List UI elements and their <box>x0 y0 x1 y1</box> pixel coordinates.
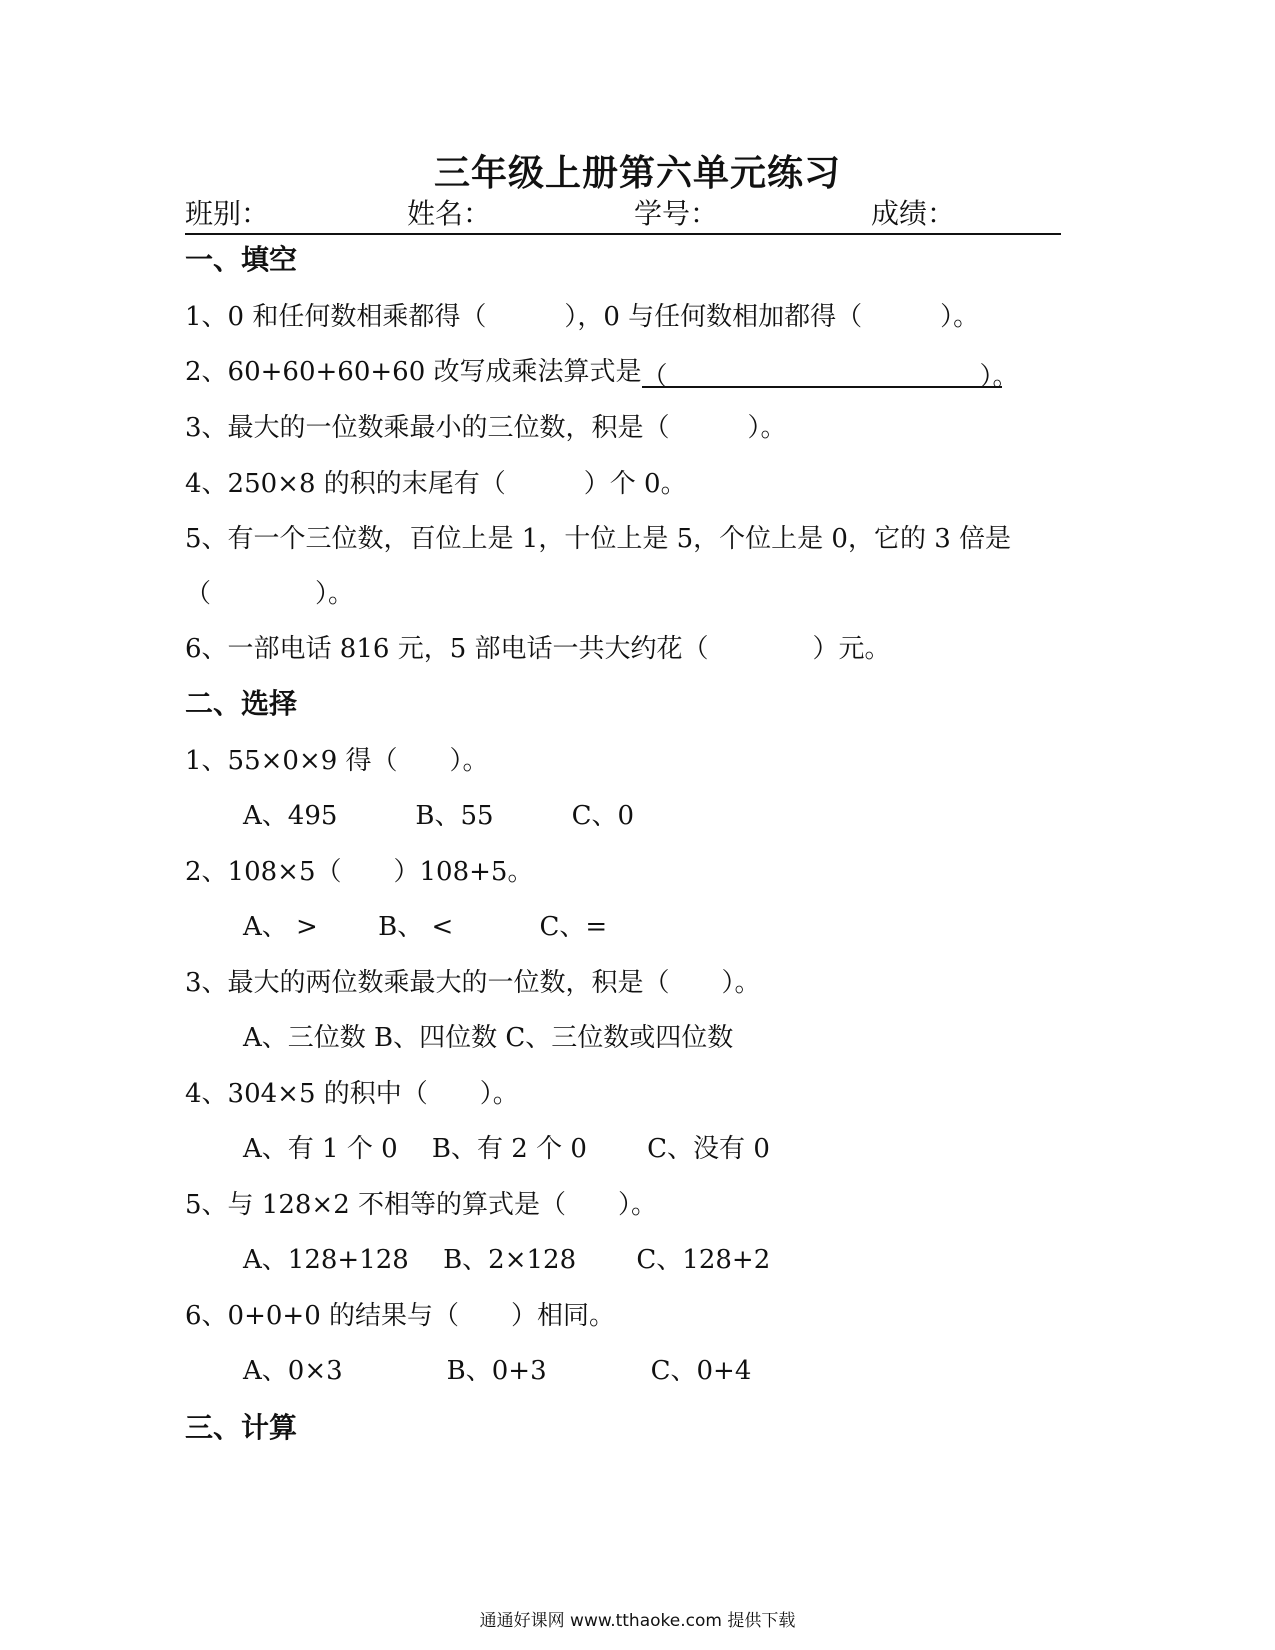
section-choice-heading: 二、选择 <box>185 687 298 720</box>
choice-question-2: 2、108×5（ ）108+5。 <box>185 857 534 887</box>
footer-source: 通通好课网 www.tthaoke.com 提供下载 <box>479 1611 796 1631</box>
choice-options-4: A、有 1 个 0 B、有 2 个 0 C、没有 0 <box>243 1134 770 1164</box>
choice-options-2: A、 > B、 < C、= <box>243 912 608 942</box>
fill-question-5-continued: （ ）。 <box>185 579 355 609</box>
section-calc-heading: 三、计算 <box>185 1411 298 1444</box>
fill-question-1: 1、0 和任何数相乘都得（ ），0 与任何数相加都得（ ）。 <box>185 302 980 332</box>
fill-question-6: 6、一部电话 816 元，5 部电话一共大约花（ ）元。 <box>185 634 891 664</box>
fill-question-2 <box>185 351 1019 392</box>
fill-question-2-text: 2、60+60+60+60 改写成乘法算式是 <box>185 357 642 387</box>
score-label: 成绩： <box>871 197 956 230</box>
name-label: 姓名： <box>407 197 492 230</box>
choice-question-1: 1、55×0×9 得（ ）。 <box>185 746 489 776</box>
fill-question-3: 3、最大的一位数乘最小的三位数，积是（ ）。 <box>185 413 787 443</box>
choice-question-4: 4、304×5 的积中（ ）。 <box>185 1079 519 1109</box>
section-fill-heading: 一、填空 <box>185 243 298 276</box>
choice-question-5: 5、与 128×2 不相等的算式是（ ）。 <box>185 1190 658 1220</box>
fill-question-4: 4、250×8 的积的末尾有（ ）个 0。 <box>185 469 687 499</box>
fill-question-5: 5、有一个三位数，百位上是 1，十位上是 5，个位上是 0，它的 3 倍是 <box>185 524 1012 554</box>
choice-question-3: 3、最大的两位数乘最大的一位数，积是（ ）。 <box>185 968 761 998</box>
choice-options-1: A、495 B、55 C、0 <box>243 801 635 831</box>
number-label: 学号： <box>634 197 719 230</box>
choice-options-3: A、三位数 B、四位数 C、三位数或四位数 <box>243 1023 734 1053</box>
choice-options-5: A、128+128 B、2×128 C、128+2 <box>243 1245 771 1275</box>
choice-options-6: A、0×3 B、0+3 C、0+4 <box>243 1356 752 1386</box>
answer-underline: （ ）。 <box>642 356 1002 388</box>
class-label: 班别： <box>185 197 270 230</box>
choice-question-6: 6、0+0+0 的结果与（ ）相同。 <box>185 1301 616 1331</box>
page-title: 三年级上册第六单元练习 <box>433 153 841 194</box>
info-underline <box>185 233 1061 235</box>
